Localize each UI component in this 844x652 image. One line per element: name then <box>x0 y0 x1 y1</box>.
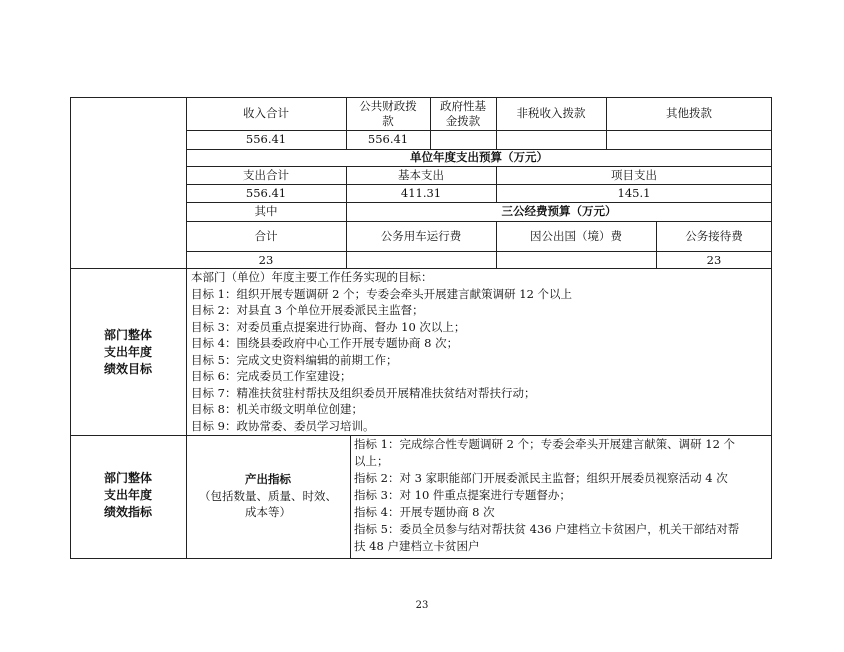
expense-value-total: 556.41 <box>245 186 287 200</box>
goal-line: 本部门（单位）年度主要工作任务实现的目标： <box>191 270 433 284</box>
three-public-header-reception: 公务接待费 <box>685 229 743 243</box>
indicators-text <box>354 436 739 555</box>
income-header-total: 收入合计 <box>243 106 289 120</box>
income-value-total: 556.41 <box>245 132 287 146</box>
income-header-public: 公共财政拨款 <box>359 99 417 128</box>
indicators-category <box>199 471 337 521</box>
rule <box>346 97 347 149</box>
rule <box>430 97 431 149</box>
goals-label-line: 部门整体 <box>103 328 153 342</box>
rule <box>496 221 497 268</box>
goal-line: 目标 7：精准扶贫驻村帮扶及组织委员开展精准扶贫结对帮扶行动； <box>191 385 536 400</box>
goal-line: 目标 6：完成委员工作室建设； <box>191 369 352 383</box>
indicator-line: 指标 4：开展专题协商 8 次 <box>354 505 495 519</box>
rule <box>187 166 772 167</box>
indicators-label-line: 支出年度 <box>103 488 153 502</box>
indicator-line: 指标 2：对 3 家职能部门开展委派民主监督；组织开展委员视察活动 4 次 <box>354 471 728 485</box>
expense-value-project: 145.1 <box>617 186 651 200</box>
goal-line: 目标 2：对县直 3 个单位开展委派民主监督； <box>191 303 424 317</box>
rule <box>350 435 351 558</box>
rule <box>187 251 772 252</box>
three-public-title: 三公经费预算（万元） <box>501 204 617 218</box>
expense-value-basic: 411.31 <box>400 186 442 200</box>
expense-header-total: 支出合计 <box>243 168 289 182</box>
three-public-header-abroad: 因公出国（境）费 <box>530 229 622 243</box>
indicator-line: 指标 5：委员全员参与结对帮扶贫 436 户建档立卡贫困户，机关干部结对帮 <box>354 522 740 536</box>
rule-bottom <box>70 558 772 559</box>
rule <box>187 221 772 222</box>
page-number: 23 <box>415 600 429 611</box>
goals-label-line: 绩效目标 <box>103 362 153 376</box>
income-header-fund: 政府性基金拨款 <box>440 99 486 128</box>
indicators-category-note: （包括数量、质量、时效、 <box>199 488 337 503</box>
rule <box>187 130 772 131</box>
rule <box>656 221 657 268</box>
expense-title: 单位年度支出预算（万元） <box>410 150 548 164</box>
three-public-header-total: 合计 <box>254 229 278 243</box>
income-header-other: 其他拨款 <box>666 106 712 120</box>
rule <box>346 166 347 202</box>
rule <box>186 435 187 558</box>
indicator-line: 指标 1：完成综合性专题调研 2 个；专委会牵头开展建言献策、调研 12 个 <box>354 437 736 451</box>
indicator-line: 扶 48 户建档立卡贫困户 <box>354 539 480 553</box>
rule <box>496 97 497 149</box>
three-public-header-car: 公务用车运行费 <box>380 229 462 243</box>
income-header-nontax: 非税收入拨款 <box>516 106 586 120</box>
goal-line: 目标 3：对委员重点提案进行协商、督办 10 次以上； <box>191 319 466 334</box>
indicators-category-title: 产出指标 <box>245 472 291 486</box>
indicators-label-line: 绩效指标 <box>103 505 153 519</box>
income-value-public: 556.41 <box>367 132 409 146</box>
indicators-label <box>104 470 152 521</box>
indicator-line: 指标 3：对 10 件重点提案进行专题督办； <box>354 488 571 502</box>
rule <box>186 97 187 435</box>
rule <box>346 221 347 268</box>
rule-left <box>70 97 71 559</box>
goals-label <box>104 327 152 378</box>
goal-line: 目标 4：围绕县委政府中心工作开展专题协商 8 次； <box>191 336 459 350</box>
three-public-value-reception: 23 <box>706 253 722 267</box>
goal-line: 目标 5：完成文史资料编辑的前期工作； <box>191 352 398 367</box>
rule-right <box>771 97 772 559</box>
goals-text <box>191 269 572 434</box>
goals-label-line: 支出年度 <box>103 345 153 359</box>
three-public-value-total: 23 <box>258 253 274 267</box>
indicators-label-line: 部门整体 <box>103 471 153 485</box>
three-public-label: 其中 <box>254 204 278 218</box>
indicators-category-note: 成本等） <box>245 505 291 519</box>
rule <box>187 202 772 203</box>
rule-top <box>70 97 772 98</box>
rule <box>496 166 497 202</box>
expense-header-basic: 基本支出 <box>398 168 444 182</box>
rule <box>187 184 772 185</box>
goal-line: 目标 9：政协常委、委员学习培训。 <box>191 418 375 433</box>
goal-line: 目标 8：机关市级文明单位创建； <box>191 402 363 416</box>
rule <box>346 202 347 221</box>
expense-header-project: 项目支出 <box>611 168 657 182</box>
indicator-line: 以上； <box>354 454 389 468</box>
goal-line: 目标 1：组织开展专题调研 2 个；专委会牵头开展建言献策调研 12 个以上 <box>191 286 573 301</box>
rule <box>606 97 607 149</box>
